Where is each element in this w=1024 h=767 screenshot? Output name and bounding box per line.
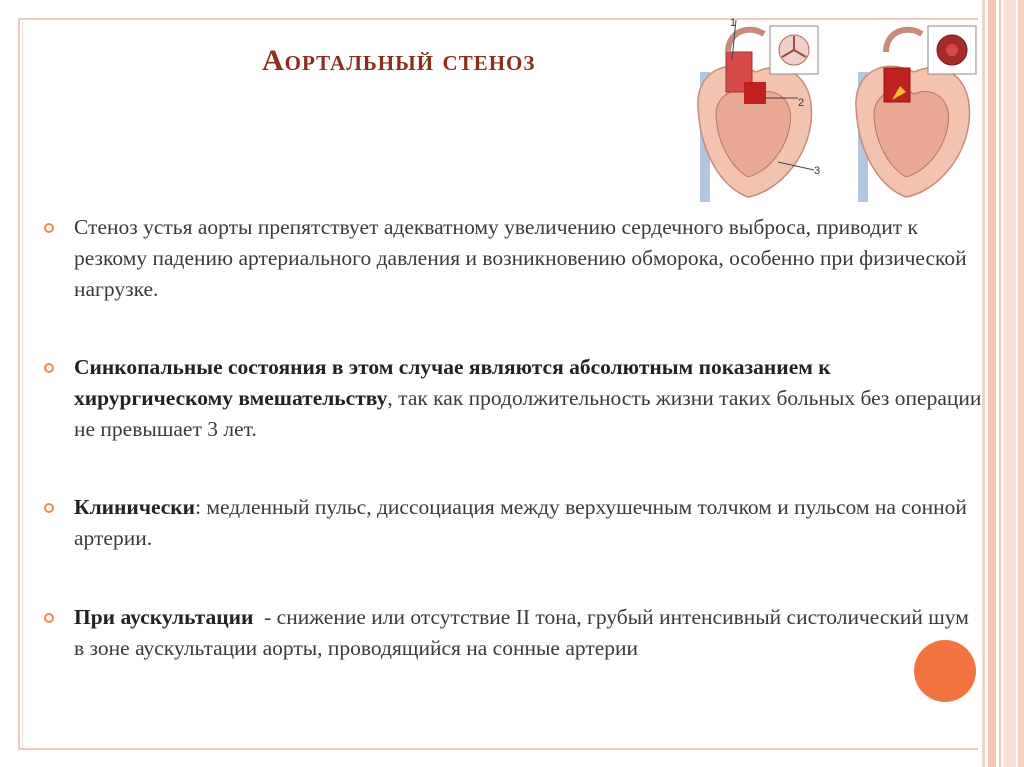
heart-illustration [686,12,982,202]
bullet-item [44,602,974,664]
bullet-text: - снижение или отсутствие II тона, грубый интенсивный систолический шум в зоне аускультации аорты, проводящийся на сонные артерии [74,605,975,660]
bullet-bold-text: Клинически [74,495,196,519]
bullet-item [44,212,986,305]
slide-title: Аортальный стеноз [262,44,536,77]
figure-label-2: 2 [798,97,805,109]
decor-stripe [1004,0,1016,767]
figure-label-1: 1 [730,17,737,29]
decor-stripe [999,0,1001,767]
bullet-marker-icon [44,503,54,513]
bullet-bold-text: При аускультации [74,605,254,629]
bullet-text: : медленный пульс, диссоциация между верхушечным толчком и пульсом на сонной артерии. [74,495,967,550]
decor-stripe [988,0,996,767]
bullet-marker-icon [44,363,54,373]
figure-label-3: 3 [814,165,821,177]
bullet-bold-text: Синкопальные состояния в этом случае являются абсолютным показанием к хирургическому вмешательству [74,355,831,410]
bullet-text: Стеноз устья аорты препятствует адекватному увеличению сердечного выброса, приводит к резкому падению артериального давления и возникновению обморока, особенно при физической нагрузке. [74,215,967,301]
decor-stripe [1018,0,1024,767]
bullet-item [44,492,986,554]
bullet-marker-icon [44,223,54,233]
heart-stenosis [856,26,976,202]
frame-line-bottom [18,748,978,750]
bullet-item [44,352,986,445]
bullet-marker-icon [44,613,54,623]
frame-line-left-inner [22,22,23,748]
bullet-text: , так как продолжительность жизни таких больных без операции не превышает 3 лет. [74,386,982,441]
decor-circle [914,640,976,702]
frame-line-left [18,18,20,748]
heart-normal [698,17,820,202]
